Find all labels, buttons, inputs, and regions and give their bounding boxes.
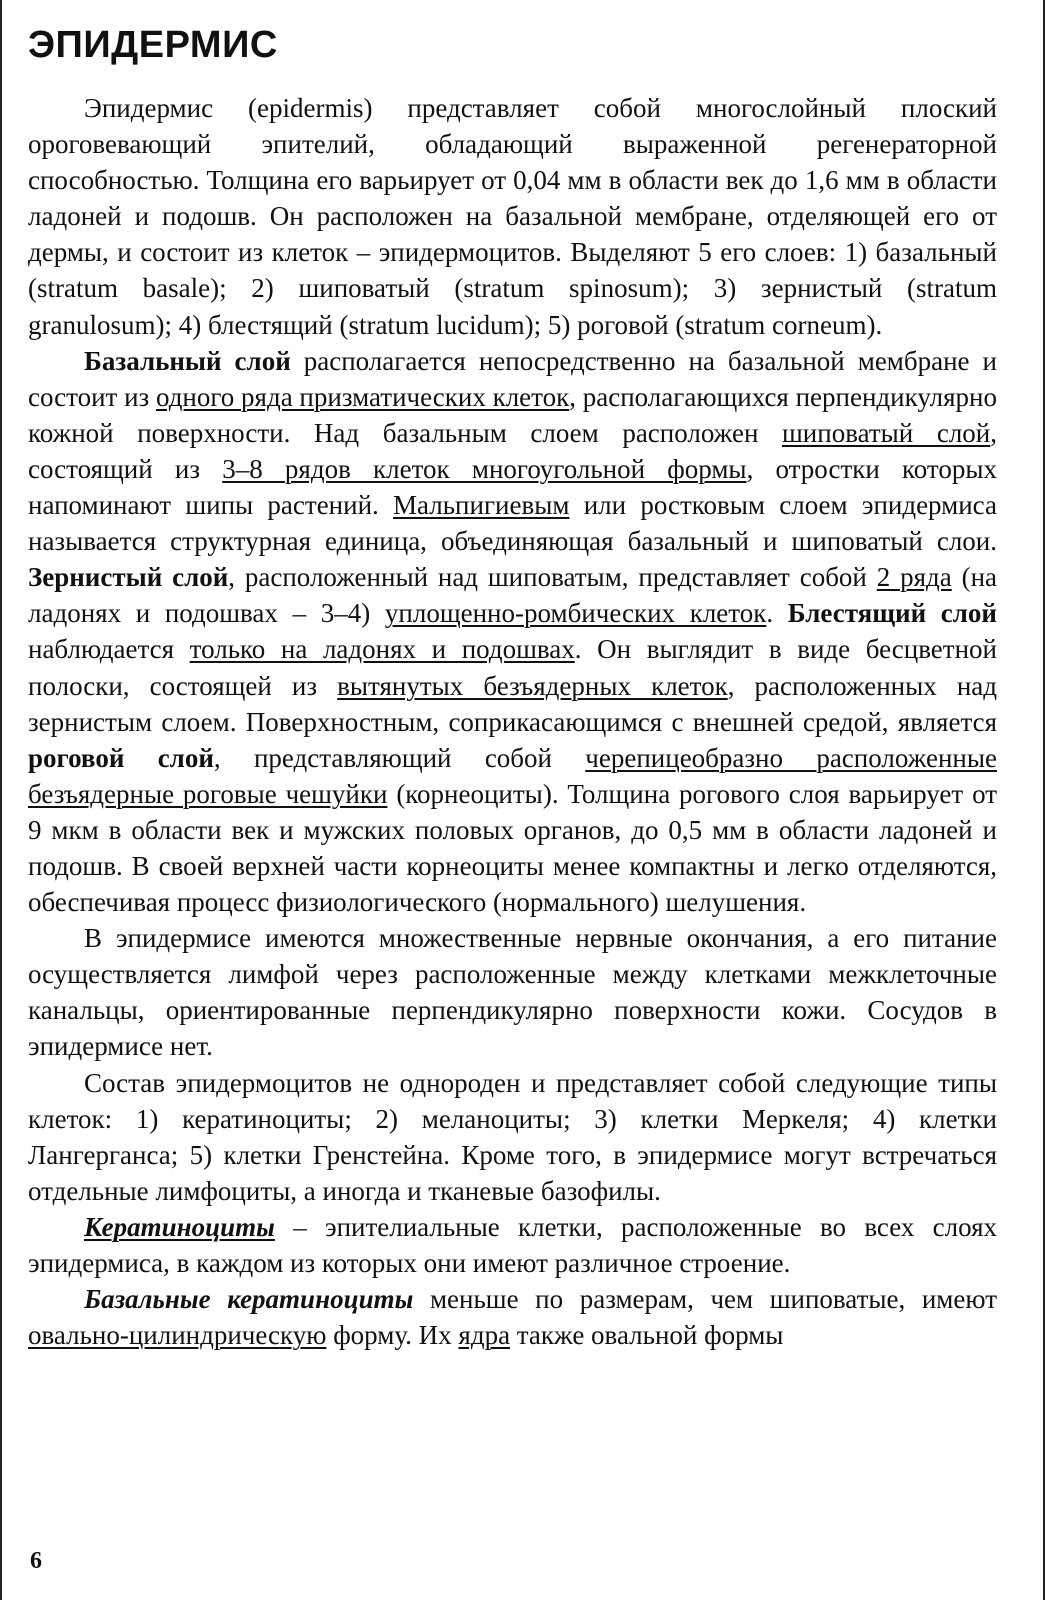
underlined-phrase: 2 ряда <box>876 562 952 593</box>
underlined-phrase: 3–8 рядов клеток многоугольной формы <box>222 453 747 484</box>
paragraph-intro: Эпидермис (epidermis) представляет собой многослойный плоский ороговевающий эпителий, обладающий выраженной регенераторной способностью. Толщина его варьирует от 0,04 мм в области век до 1,6 мм в области ладоней и подошв. Он расположен на базальной мембране, отделяющей его от дермы, и состоит из клеток – эпидермоцитов. Выделяют 5 его слоев: 1) базальный (stratum basale); 2) шиповатый (stratum spinosum); 3) зернистый (stratum granulosum); 4) блестящий (stratum lucidum); 5) роговой (stratum corneum). <box>28 93 997 340</box>
underlined-phrase: уплощенно-ромбических клеток <box>384 598 767 629</box>
term-lucid-layer: Блестящий слой <box>787 598 997 629</box>
paragraph-keratinocytes: Кератиноциты – эпителиальные клетки, расположенные во всех слоях эпидермиса, в каждом из которых они имеют различное строение. <box>28 1211 997 1278</box>
paragraph-innervation: В эпидермисе имеются множественные нервные окончания, а его питание осуществляется лимфой через расположенные между клетками межклеточные канальцы, ориентированные перпендикулярно поверхности кожи. Сосудов в эпидермисе нет. <box>28 923 997 1062</box>
body-text <box>28 90 997 1353</box>
paragraph-layers: Базальный слой располагается непосредственно на базальной мембране и состоит из одного ряда призматических клеток, располагающихся перпендикулярно кожной поверхности. Над базальным слоем расположен шиповатый слой, состоящий из 3–8 рядов клеток многоугольной формы, отростки которых напоминают шипы растений. Мальпигиевым или ростковым слоем эпидермиса называется структурная единица, объединяющая базальный и шиповатый слои. Зернистый слой, расположенный над шиповатым, представляет собой 2 ряда (на ладонях и подошвах – 3–4) уплощенно-ромбических клеток. Блестящий слой наблюдается только на ладонях и подошвах. Он выглядит в виде бесцветной полоски, состоящей из вытянутых безъядерных клеток, расположенных над зернистым слоем. Поверхностным, соприкасающимся с внешней средой, является роговой слой, представляющий собой черепицеобразно расположенные безъядерные роговые чешуйки (корнеоциты). Толщина рогового слоя варьирует от 9 мкм в области век и мужских половых органов, до 0,5 мм в области ладоней и подошв. В своей верхней части корнеоциты менее компактны и легко отделяются, обеспечивая процесс физиологического (нормального) шелушения. <box>28 345 998 918</box>
underlined-phrase: Мальпигиевым <box>393 490 570 521</box>
term-granular-layer: Зернистый слой <box>28 562 229 593</box>
underlined-phrase: черепицеобразно расположенные безъядерные роговые чешуйки <box>28 742 997 809</box>
term-keratinocytes: Кератиноциты <box>84 1211 275 1242</box>
underlined-phrase: вытянутых безъядерных клеток <box>337 670 728 701</box>
underlined-phrase: овально-цилиндрическую <box>28 1320 327 1351</box>
paragraph-cell-types: Состав эпидермоцитов не однороден и представляет собой следующие типы клеток: 1) кератиноциты; 2) меланоциты; 3) клетки Меркеля; 4) клетки Лангерганса; 5) клетки Гренстейна. Кроме того, в эпидермисе могут встречаться отдельные лимфоциты, а иногда и тканевые базофилы. <box>28 1067 997 1206</box>
section-title: ЭПИДЕРМИС <box>28 24 278 66</box>
underlined-phrase: ядра <box>458 1320 511 1351</box>
underlined-phrase: только на ладонях и подошвах <box>189 634 575 665</box>
term-basal-layer: Базальный слой <box>84 345 291 376</box>
underlined-phrase: шиповатый слой <box>782 417 991 448</box>
term-basal-keratinocytes: Базальные кератиноциты <box>84 1284 414 1315</box>
page-number: 6 <box>30 1548 42 1574</box>
underlined-phrase: одного ряда призматических клеток <box>155 381 570 412</box>
term-horny-layer: роговой слой <box>28 742 214 773</box>
paragraph-basal-keratinocytes: Базальные кератиноциты меньше по размерам, чем шиповатые, имеют овально-цилиндрическую форму. Их ядра также овальной формы <box>28 1284 997 1351</box>
